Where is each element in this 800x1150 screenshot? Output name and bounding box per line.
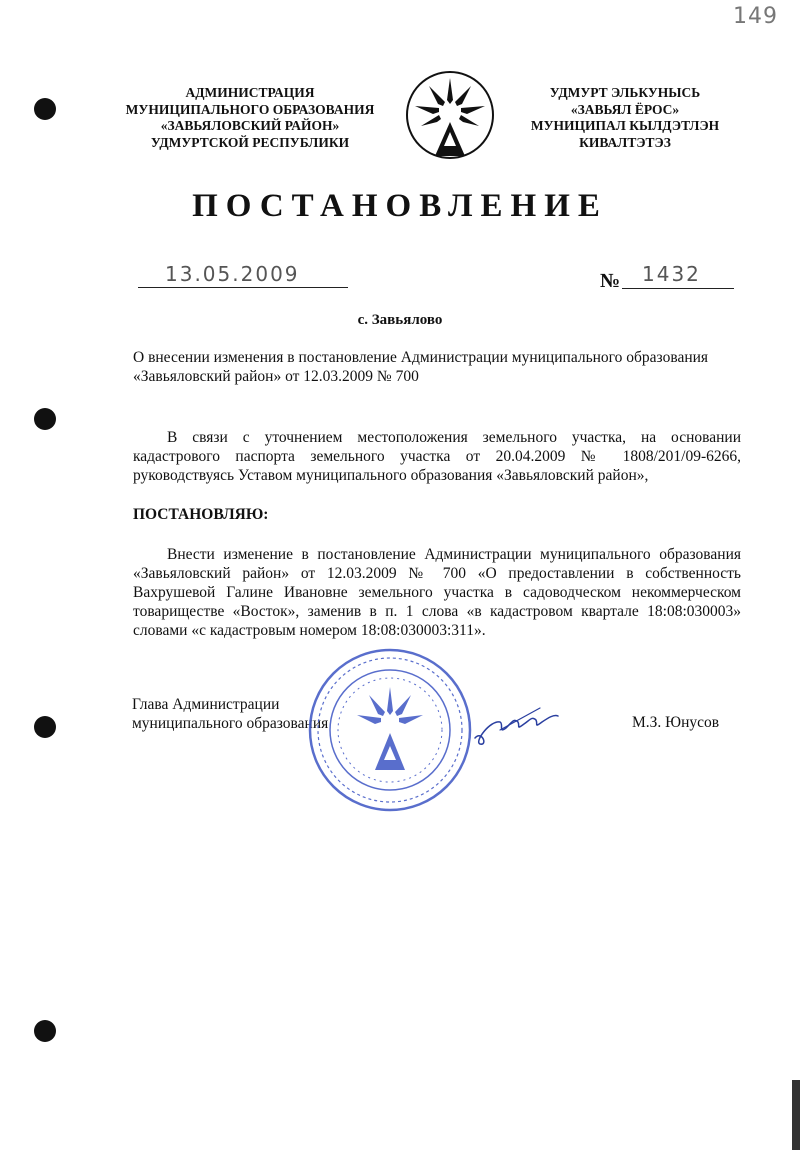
body-line: Вахрушевой Галине Ивановне земельного участка в садоводческом некоммерческом [133,584,741,601]
subject-line: О внесении изменения в постановление Администрации муниципального образования [133,349,709,366]
signatory-position-line: муниципального образования [132,715,329,732]
place-of-issue: с. Завьялово [357,312,443,328]
date-underline [138,287,348,288]
header-left-line: АДМИНИСТРАЦИЯ [185,85,315,100]
header-right-line: КИВАЛТЭТЭЗ [579,134,671,150]
number-label: № [600,270,621,292]
document-title: ПОСТАНОВЛЕНИЕ [192,188,608,224]
header-right-line: МУНИЦИПАЛ КЫЛДЭТЛЭН [530,118,720,133]
preamble-line: В связи с уточнением местоположения земельного участка, на основании [167,429,741,446]
punch-hole [34,408,56,430]
punch-hole [34,98,56,120]
header-left-line: «ЗАВЬЯЛОВСКИЙ РАЙОН» [160,118,340,133]
signatory-position [132,695,328,733]
punch-hole [34,1020,56,1042]
preamble-line: кадастрового паспорта земельного участка от 20.04.2009 № 1808/201/09-6266, [133,448,741,465]
subject [133,348,708,386]
punch-hole [34,716,56,738]
body-line: Внести изменение в постановление Администрации муниципального образования [167,546,741,563]
subject-line: «Завьяловский район» от 12.03.2009 № 700 [133,368,419,385]
scan-edge [792,1080,800,1150]
body-line: словами «с кадастровым номером 18:08:030003:311». [133,622,486,639]
signatory-position-line: Глава Администрации [132,696,280,713]
number-underline [622,288,734,289]
header-right-line: «ЗАВЬЯЛ ЁРОС» [570,101,680,117]
header-right-line: УДМУРТ ЭЛЬКУНЫСЬ [549,85,701,100]
header-left-line: УДМУРТСКОЙ РЕСПУБЛИКИ [150,134,350,150]
body-line: товариществе «Восток», заменив в п. 1 слова «в кадастровом квартале 18:08:030003» [133,603,741,620]
decree-word: ПОСТАНОВЛЯЮ: [133,506,269,523]
header-left [105,85,395,151]
official-seal-stamp [305,645,475,815]
number-handwritten: 1432 [642,262,701,286]
header-right [515,85,735,151]
body-text [133,545,741,640]
preamble [133,428,741,485]
header-left-line: МУНИЦИПАЛЬНОГО ОБРАЗОВАНИЯ [125,101,375,117]
signatory-name: М.З. Юнусов [632,714,720,731]
preamble-line: руководствуясь Уставом муниципального образования «Завьяловский район», [133,467,649,484]
body-line: «Завьяловский район» от 12.03.2009 № 700 «О предоставлении в собственность [133,565,741,582]
handwritten-signature [470,700,560,750]
page-number: 149 [733,4,778,29]
emblem-logo [405,70,495,160]
date-handwritten: 13.05.2009 [165,262,300,286]
